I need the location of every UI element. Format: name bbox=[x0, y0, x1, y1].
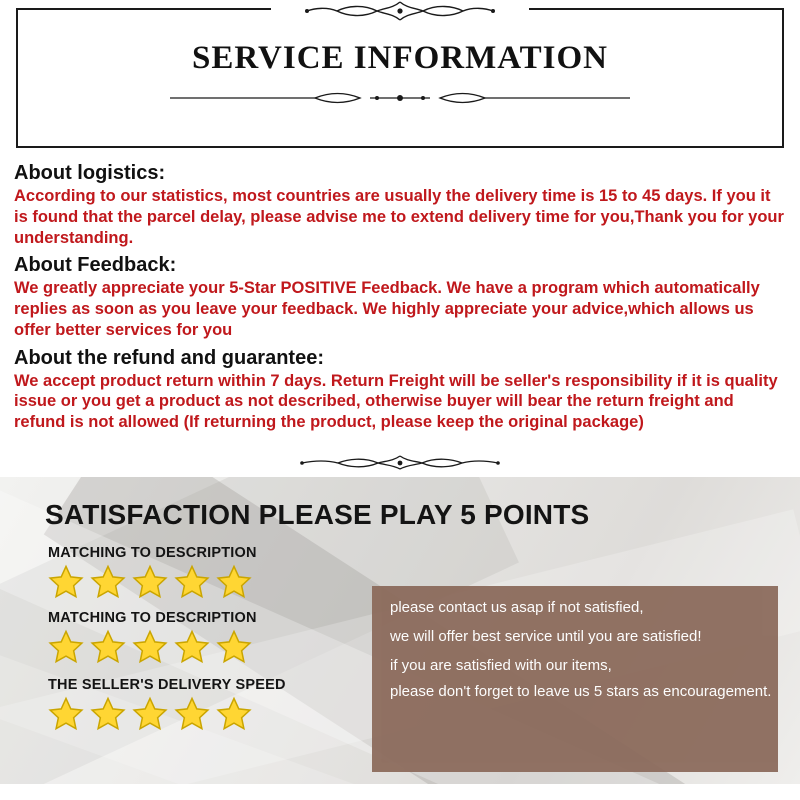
section-divider-icon bbox=[14, 451, 786, 471]
star-icon bbox=[132, 629, 168, 665]
service-text-content bbox=[0, 148, 800, 471]
star-icon bbox=[90, 564, 126, 600]
rating-group-1 bbox=[48, 545, 257, 600]
note-line-1: please contact us asap if not satisfied, bbox=[390, 599, 644, 616]
section-body-refund: We accept product return within 7 days. Return Freight will be seller's responsibility if it is quality issue or you get a product as not described, otherwise buyer will bear the return freight and refund is not allowed (If returning the product, please keep the original package) bbox=[14, 371, 778, 432]
rating-label-3: THE SELLER'S DELIVERY SPEED bbox=[48, 677, 286, 694]
panel-title: SATISFACTION PLEASE PLAY 5 POINTS bbox=[45, 499, 590, 531]
star-icon bbox=[216, 696, 252, 732]
service-information-page bbox=[0, 8, 800, 800]
section-body-logistics: According to our statistics, most countries are usually the delivery time is 15 to 45 days. If you it is found that the parcel delay, please advise me to extend delivery time for you,Thank you for your understanding. bbox=[14, 187, 784, 247]
section-heading-feedback: About Feedback: bbox=[14, 254, 177, 277]
flourish-divider-icon bbox=[165, 89, 635, 107]
star-icon bbox=[132, 564, 168, 600]
section-body-feedback: We greatly appreciate your 5-Star POSITIVE Feedback. We have a program which automatically replies as soon as you leave your feedback. We highly appreciate your advice,which allows us offer better services for you bbox=[14, 279, 760, 339]
star-icon bbox=[48, 564, 84, 600]
star-icon bbox=[90, 696, 126, 732]
note-line-3: if you are satisfied with our items, bbox=[390, 656, 612, 674]
star-icon bbox=[216, 629, 252, 665]
section-heading-logistics: About logistics: bbox=[14, 162, 166, 184]
note-line-2: we will offer best service until you are satisfied! bbox=[390, 627, 702, 645]
star-icon bbox=[48, 629, 84, 665]
rating-label-1: MATCHING TO DESCRIPTION bbox=[48, 545, 257, 562]
rating-group-2 bbox=[48, 610, 257, 665]
star-rating-2 bbox=[48, 629, 257, 665]
contact-note-box bbox=[372, 586, 778, 772]
section-heading-refund: About the refund and guarantee: bbox=[14, 346, 324, 369]
page-title: SERVICE INFORMATION bbox=[191, 40, 608, 76]
rating-label-2: MATCHING TO DESCRIPTION bbox=[48, 610, 257, 627]
star-icon bbox=[174, 564, 210, 600]
star-icon bbox=[90, 629, 126, 665]
star-rating-3 bbox=[48, 696, 286, 732]
flourish-ornament-icon bbox=[271, 0, 529, 26]
star-icon bbox=[174, 629, 210, 665]
star-icon bbox=[216, 564, 252, 600]
header-frame bbox=[16, 8, 784, 148]
star-icon bbox=[174, 696, 210, 732]
note-line-4: please don't forget to leave us 5 stars as encouragement. bbox=[390, 683, 772, 701]
star-icon bbox=[48, 696, 84, 732]
rating-group-3 bbox=[48, 677, 286, 732]
star-rating-1 bbox=[48, 564, 257, 600]
star-icon bbox=[132, 696, 168, 732]
